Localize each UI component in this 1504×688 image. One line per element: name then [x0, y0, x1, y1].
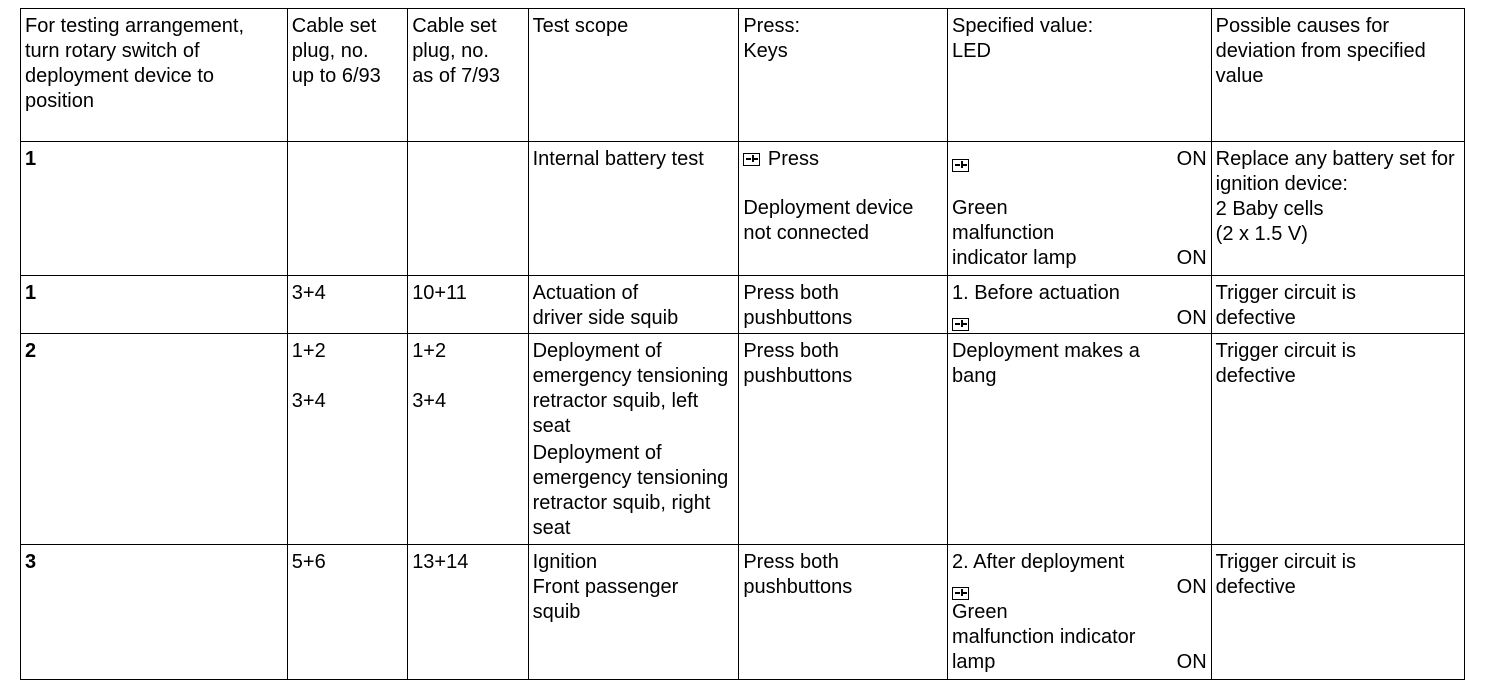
header-position-label: For testing arrangement, turn rotary switch of deployment device to position: [25, 15, 244, 112]
header-scope-label: Test scope: [532, 15, 629, 37]
spec-lamp: lamp: [951, 651, 996, 673]
scope-text: Ignition: [532, 551, 598, 573]
header-causes-label: Possible causes for deviation from specified value: [1215, 15, 1426, 87]
spec-malfunction: malfunction: [951, 222, 1055, 244]
spec-text: Deployment makes a: [951, 340, 1140, 362]
spec-text: bang: [951, 365, 997, 387]
spec-cell: [947, 334, 1211, 545]
causes-cell: [1211, 545, 1464, 680]
spec-cell: [947, 142, 1211, 276]
cause-text: (2 x 1.5 V): [1215, 223, 1308, 245]
header-plug-new: [408, 9, 528, 142]
cause-text: Trigger circuit is: [1215, 282, 1357, 304]
press-text: Press: [767, 148, 820, 170]
causes-cell: [1211, 334, 1464, 545]
spec-on: ON: [1176, 307, 1207, 329]
header-plug-new-line2: plug, no.: [412, 40, 489, 62]
position-cell: 1: [21, 142, 288, 276]
cause-text: defective: [1215, 365, 1296, 387]
scope-text: Internal battery test: [532, 148, 704, 170]
header-spec-line1: Specified value:: [951, 15, 1094, 37]
causes-cell: [1211, 276, 1464, 334]
scope-cell: [528, 276, 739, 334]
press-cell: [739, 334, 948, 545]
spec-on: ON: [1176, 576, 1207, 598]
header-row: [21, 9, 1465, 142]
header-plug-old-line1: Cable set: [291, 15, 377, 37]
battery-icon: [952, 318, 969, 331]
plug-new-a: 1+2: [412, 340, 447, 362]
table-row: [21, 334, 1465, 545]
spec-text: 1. Before actuation: [951, 282, 1120, 304]
header-spec-line2: LED: [951, 40, 991, 62]
spec-on: ON: [1176, 247, 1207, 269]
scope-text: driver side squib: [532, 307, 679, 329]
header-plug-new-line3: as of 7/93: [412, 65, 501, 87]
header-plug-old-line3: up to 6/93: [291, 65, 381, 87]
plug-new-cell: 13+14: [408, 545, 528, 680]
position-cell: 3: [21, 545, 288, 680]
spec-on: ON: [1176, 148, 1207, 170]
press-cell: [739, 142, 948, 276]
plug-new-cell: 10+11: [408, 276, 528, 334]
header-plug-new-line1: Cable set: [412, 15, 497, 37]
spec-green: Green: [951, 601, 1008, 623]
scope-cell: [528, 334, 739, 545]
battery-icon: [743, 153, 760, 166]
scope-cell: [528, 545, 739, 680]
spec-malfunction: malfunction indicator: [951, 626, 1136, 648]
position-cell: 2: [21, 334, 288, 545]
table-row: [21, 545, 1465, 680]
plug-new-cell: [408, 334, 528, 545]
plug-old-cell: 3+4: [287, 276, 407, 334]
press-cell: [739, 545, 948, 680]
press-text: pushbuttons: [743, 576, 853, 598]
table-row: [21, 142, 1465, 276]
cause-text: 2 Baby cells: [1215, 198, 1324, 220]
header-press-line2: Keys: [743, 40, 788, 62]
header-press-line1: Press:: [743, 15, 801, 37]
press-text: Press both: [743, 551, 839, 573]
header-press: [739, 9, 948, 142]
plug-old-a: 1+2: [291, 340, 326, 362]
press-text: pushbuttons: [743, 307, 853, 329]
press-note: Deployment device not connected: [743, 197, 914, 244]
cause-text: Replace any battery set for ignition device:: [1215, 148, 1455, 195]
position-cell: 1: [21, 276, 288, 334]
press-text: Press both: [743, 282, 839, 304]
spec-on: ON: [1176, 651, 1207, 673]
spec-cell: [947, 545, 1211, 680]
plug-new-b: 3+4: [412, 390, 447, 412]
press-cell: [739, 276, 948, 334]
battery-icon: [952, 587, 969, 600]
spec-lamp: indicator lamp: [951, 247, 1077, 269]
plug-old-cell: [287, 334, 407, 545]
cause-text: Trigger circuit is: [1215, 551, 1357, 573]
scope-text: Actuation of: [532, 282, 639, 304]
plug-old-cell: [287, 142, 407, 276]
scope-text-right: Deployment of emergency tensioning retractor squib, right seat: [532, 442, 729, 539]
header-plug-old-line2: plug, no.: [291, 40, 369, 62]
scope-text-left: Deployment of emergency tensioning retractor squib, left seat: [532, 340, 729, 437]
scope-text: Front passenger: [532, 576, 679, 598]
battery-icon: [952, 159, 969, 172]
plug-new-cell: [408, 142, 528, 276]
spec-text: 2. After deployment: [951, 551, 1125, 573]
table-row: [21, 276, 1465, 334]
spec-green: Green: [951, 197, 1008, 219]
causes-cell: [1211, 142, 1464, 276]
press-text: pushbuttons: [743, 365, 853, 387]
cause-text: defective: [1215, 307, 1296, 329]
test-table: [20, 8, 1465, 680]
header-causes: [1211, 9, 1464, 142]
header-spec: [947, 9, 1211, 142]
header-position: [21, 9, 288, 142]
plug-old-cell: 5+6: [287, 545, 407, 680]
plug-old-b: 3+4: [291, 390, 326, 412]
press-text: Press both: [743, 340, 839, 362]
scope-text: squib: [532, 601, 581, 623]
cause-text: defective: [1215, 576, 1296, 598]
spec-cell: [947, 276, 1211, 334]
header-scope: [528, 9, 739, 142]
header-plug-old: [287, 9, 407, 142]
cause-text: Trigger circuit is: [1215, 340, 1357, 362]
scope-cell: [528, 142, 739, 276]
